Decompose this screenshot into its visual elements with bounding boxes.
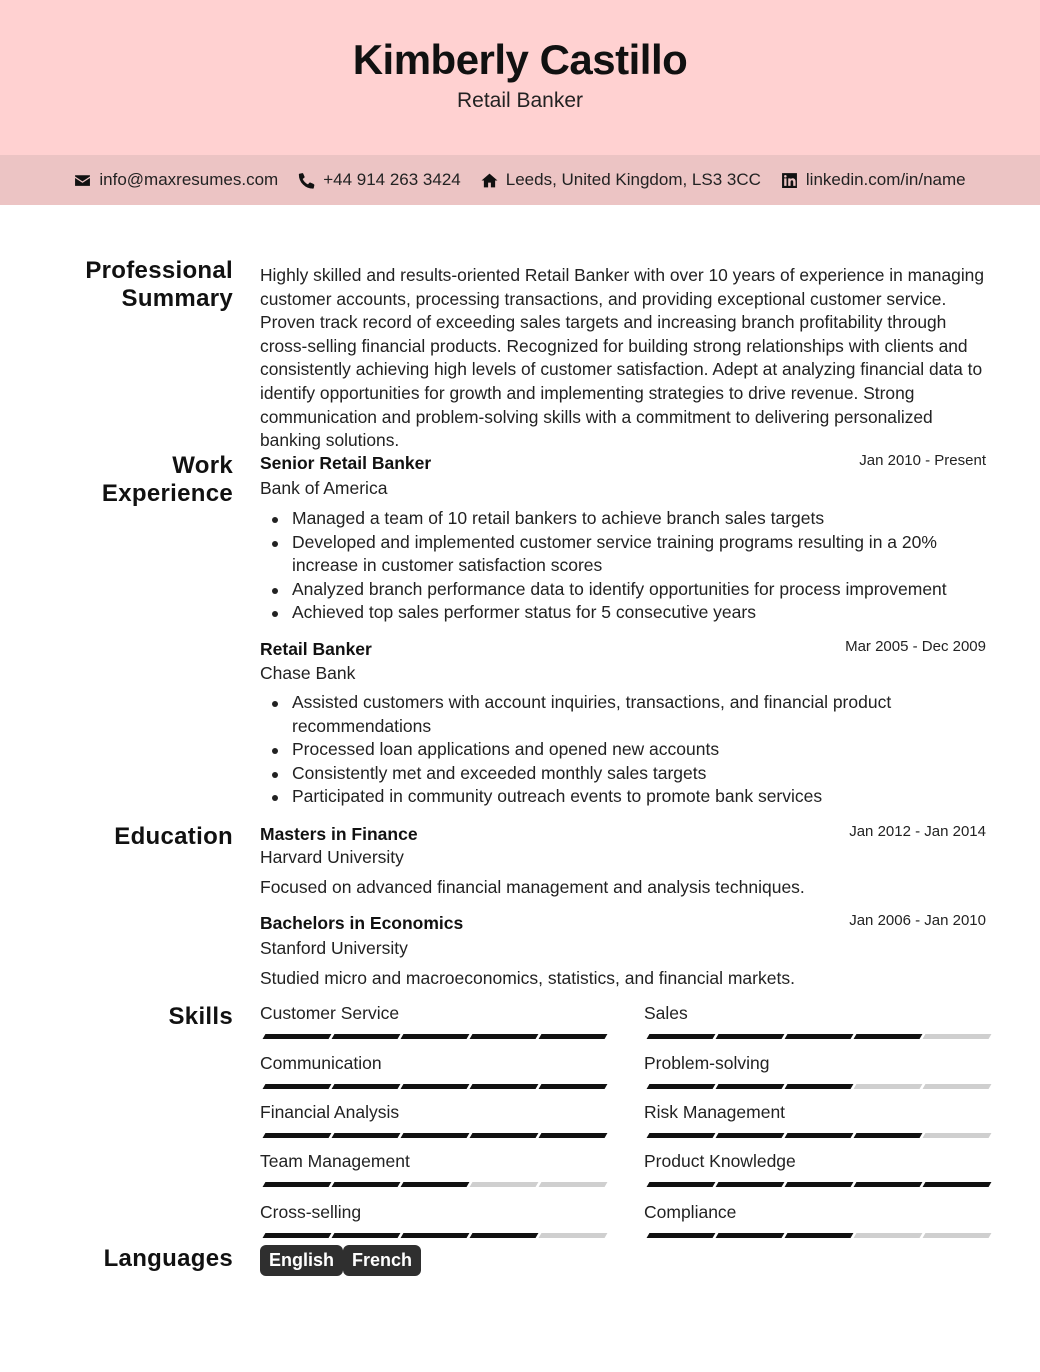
skill-segment-filled [401,1034,470,1039]
skill-segment-filled [401,1084,470,1089]
skill-segment-filled [263,1084,332,1089]
skill-item [260,1053,603,1077]
skill-segment-filled [854,1182,923,1187]
skill-level-bar [644,1133,987,1139]
skill-segment-filled [785,1084,854,1089]
skill-name: Problem-solving [644,1053,770,1073]
section-title-skills: Skills [168,1003,233,1030]
skill-name: Customer Service [260,1003,400,1023]
skill-segment-filled [785,1233,854,1238]
skill-segment-filled [263,1182,332,1187]
skill-segment-filled [263,1133,332,1138]
section-title-line: Work [172,452,233,479]
list-item: Consistently met and exceeded monthly sales targets [292,762,992,786]
list-item: Participated in community outreach events to promote bank services [292,785,992,809]
home-icon [481,172,498,189]
job-title: Senior Retail Banker [260,453,432,473]
language-pill-french: French [343,1245,421,1276]
edu-description: Studied micro and macroeconomics, statistics, and financial markets. [260,968,795,988]
job-bullets [292,691,992,809]
skill-level-bar [644,1034,987,1040]
contact-bar [0,155,1040,205]
edu-degree: Masters in Finance [260,824,418,844]
skill-segment-empty [539,1182,608,1187]
contact-address [481,170,761,190]
skill-name: Risk Management [644,1102,786,1122]
skill-segment-filled [263,1233,332,1238]
skill-level-bar [260,1034,603,1040]
skill-name: Product Knowledge [644,1151,796,1171]
skill-item [644,1102,987,1126]
skill-segment-filled [785,1182,854,1187]
skill-segment-empty [923,1034,992,1039]
contact-linkedin[interactable] [781,170,966,190]
skill-segment-filled [716,1233,785,1238]
section-title-languages: Languages [103,1245,233,1272]
skill-segment-empty [539,1233,608,1238]
section-title-summary [40,257,233,313]
edu-school: Harvard University [260,847,404,867]
skill-segment-filled [647,1034,716,1039]
skill-segment-filled [785,1133,854,1138]
skill-segment-filled [539,1084,608,1089]
list-item: Achieved top sales performer status for 5 consecutive years [292,601,992,625]
skill-name: Team Management [260,1151,410,1171]
list-item: Managed a team of 10 retail bankers to achieve branch sales targets [292,507,992,531]
skill-level-bar [260,1084,603,1090]
candidate-role: Retail Banker [456,89,584,112]
skill-item [260,1102,603,1126]
skill-segment-filled [539,1133,608,1138]
skill-level-bar [260,1233,603,1239]
skill-segment-empty [923,1084,992,1089]
job-company: Chase Bank [260,663,356,683]
skill-level-bar [644,1084,987,1090]
contact-email[interactable] [74,170,278,190]
contact-phone[interactable] [298,170,461,190]
contact-email-text: info@maxresumes.com [99,170,279,189]
edu-school: Stanford University [260,938,408,958]
skill-name: Sales [644,1003,688,1023]
skill-segment-filled [923,1182,992,1187]
list-item: Analyzed branch performance data to identify opportunities for process improvement [292,578,992,602]
linkedin-icon [781,172,798,189]
skill-name: Communication [260,1053,382,1073]
skill-item [260,1202,603,1226]
skill-item [260,1151,603,1175]
skill-segment-filled [263,1034,332,1039]
skill-level-bar [260,1133,603,1139]
edu-dates: Jan 2006 - Jan 2010 [849,912,986,929]
section-title-line: Summary [121,285,233,312]
job-bullets [292,507,992,625]
list-item: Processed loan applications and opened new accounts [292,738,992,762]
job-dates: Mar 2005 - Dec 2009 [845,638,986,655]
contact-phone-text: +44 914 263 3424 [323,170,461,189]
skill-segment-filled [716,1182,785,1187]
contact-address-text: Leeds, United Kingdom, LS3 3CC [505,170,761,189]
skill-item [644,1202,987,1226]
envelope-icon [74,172,91,189]
section-title-line: Professional [85,257,233,284]
skill-segment-filled [647,1182,716,1187]
skill-segment-empty [923,1133,992,1138]
skill-segment-filled [332,1233,401,1238]
job-company: Bank of America [260,478,388,498]
list-item: Assisted customers with account inquiries, transactions, and financial product recommendations [292,691,942,738]
phone-icon [298,172,315,189]
skill-segment-empty [470,1182,539,1187]
skill-name: Compliance [644,1202,737,1222]
skill-name: Cross-selling [260,1202,362,1222]
summary-text: Highly skilled and results-oriented Retail Banker with over 10 years of experience in managing customer accounts, processing transactions, and providing exceptional customer service. Proven track record of exceeding sales targets and increasing branch profitability through cross-selling financial products. Recognized for building strong relationships with clients and consistently achieving high levels of customer satisfaction. Adept at analyzing financial data to identify opportunities for growth and implementing strategies to drive revenue. Strong communication and problem-solving skills with a commitment to delivering personalized banking solutions. [260,265,985,451]
candidate-name: Kimberly Castillo [352,36,688,83]
skill-item [260,1003,603,1027]
skill-item [644,1151,987,1175]
skill-level-bar [644,1182,987,1188]
skill-segment-empty [923,1233,992,1238]
skill-segment-filled [332,1182,401,1187]
skill-level-bar [260,1182,603,1188]
language-pill-english: English [260,1245,343,1276]
skill-segment-empty [854,1233,923,1238]
skill-segment-filled [401,1233,470,1238]
skill-segment-filled [854,1034,923,1039]
edu-description: Focused on advanced financial management and analysis techniques. [260,877,805,897]
skill-segment-filled [716,1034,785,1039]
list-item: Developed and implemented customer service training programs resulting in a 20% increase in customer satisfaction scores [292,531,972,578]
section-title-line: Experience [101,480,233,507]
skill-segment-filled [332,1084,401,1089]
skill-name: Financial Analysis [260,1102,400,1122]
skill-segment-filled [539,1034,608,1039]
skill-segment-filled [647,1233,716,1238]
skill-segment-filled [716,1084,785,1089]
skill-level-bar [644,1233,987,1239]
skill-segment-filled [470,1034,539,1039]
contact-linkedin-text: linkedin.com/in/name [805,170,966,189]
skill-segment-filled [716,1133,785,1138]
skill-segment-filled [647,1133,716,1138]
skill-segment-filled [332,1133,401,1138]
skill-segment-filled [401,1133,470,1138]
resume-header [0,0,1040,155]
skill-segment-filled [332,1034,401,1039]
skill-segment-filled [470,1084,539,1089]
skill-item [644,1003,987,1027]
skill-segment-filled [401,1182,470,1187]
job-title: Retail Banker [260,639,372,659]
section-title-education: Education [114,823,233,850]
skill-segment-filled [854,1133,923,1138]
skill-segment-filled [785,1034,854,1039]
section-title-work [40,452,233,508]
skill-segment-filled [647,1084,716,1089]
skill-segment-filled [470,1133,539,1138]
edu-dates: Jan 2012 - Jan 2014 [849,823,986,840]
skill-segment-filled [470,1233,539,1238]
job-dates: Jan 2010 - Present [859,452,986,469]
skill-item [644,1053,987,1077]
skill-segment-empty [854,1084,923,1089]
edu-degree: Bachelors in Economics [260,913,464,933]
